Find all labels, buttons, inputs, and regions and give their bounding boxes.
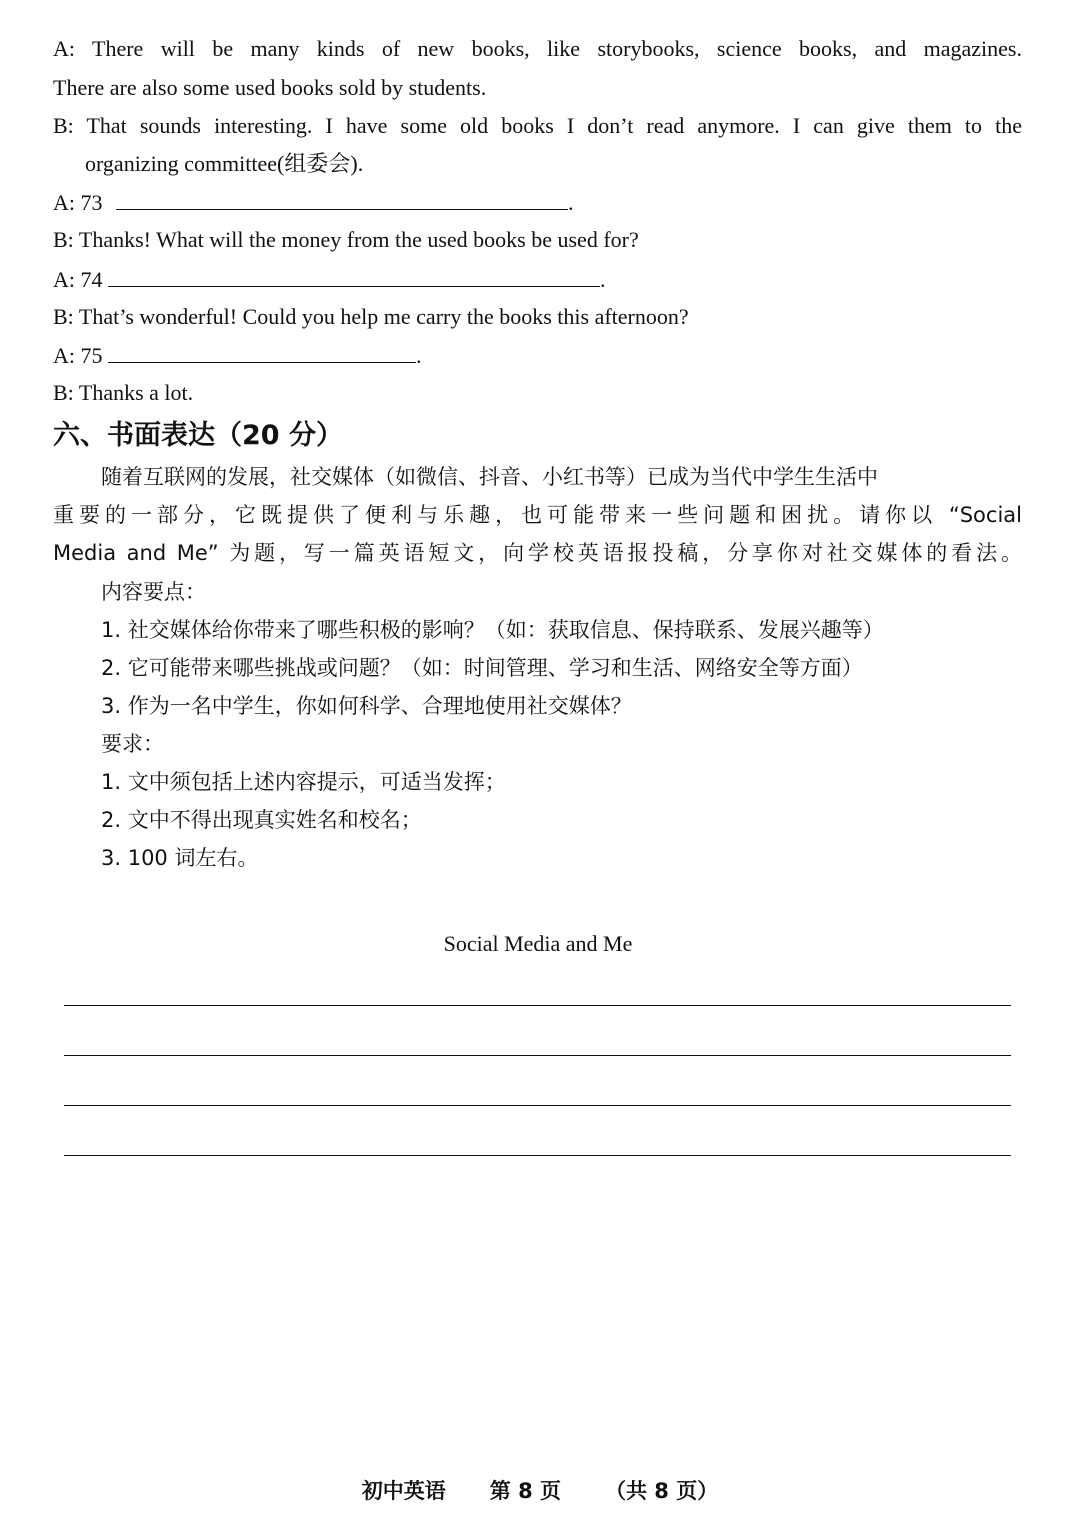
question-75-label: A: 75: [53, 343, 103, 368]
requirements-label: 要求：: [101, 732, 164, 756]
footer-subject: 初中英语: [361, 1479, 446, 1503]
requirement-2: 2. 文中不得出现真实姓名和校名；: [101, 808, 422, 832]
dialogue-line-b3: B: That’s wonderful! Could you help me carry the books this afternoon?: [53, 304, 689, 329]
question-75-period: .: [416, 343, 422, 368]
dialogue-line-b2: B: Thanks! What will the money from the used books be used for?: [53, 227, 639, 252]
answer-blank-75[interactable]: [108, 340, 416, 363]
prompt-line-2: 重要的一部分，它既提供了便利与乐趣，也可能带来一些问题和困扰。请你以 “Social: [53, 503, 1022, 527]
writing-line[interactable]: [64, 1005, 1011, 1006]
content-point-3: 3. 作为一名中学生，你如何科学、合理地使用社交媒体？: [101, 694, 632, 718]
prompt-line-1: 随着互联网的发展，社交媒体（如微信、抖音、小红书等）已成为当代中学生生活中: [101, 465, 878, 489]
answer-blank-73[interactable]: [116, 187, 568, 210]
question-73-label: A: 73: [53, 190, 103, 215]
question-75: [53, 340, 1022, 371]
dialogue-line-b1-cont: organizing committee(组委会).: [85, 151, 364, 176]
question-74-period: .: [600, 267, 606, 292]
page-footer: [0, 1476, 1080, 1506]
content-point-2: 2. 它可能带来哪些挑战或问题？（如：时间管理、学习和生活、网络安全等方面）: [101, 656, 863, 680]
footer-page-number: 第 8 页: [489, 1479, 561, 1503]
content-points-label: 内容要点：: [101, 580, 206, 604]
answer-blank-74[interactable]: [108, 264, 600, 287]
dialogue-line-a1-cont: There are also some used books sold by students.: [53, 75, 487, 100]
requirement-1: 1. 文中须包括上述内容提示，可适当发挥；: [101, 770, 506, 794]
content-point-1: 1. 社交媒体给你带来了哪些积极的影响？（如：获取信息、保持联系、发展兴趣等）: [101, 618, 884, 642]
footer-total-pages: （共 8 页）: [605, 1479, 719, 1503]
requirement-3: 3. 100 词左右。: [101, 846, 259, 870]
section-title: 六、书面表达（20 分）: [53, 420, 343, 451]
question-73-period: .: [568, 190, 574, 215]
writing-line[interactable]: [64, 1105, 1011, 1106]
question-73: [53, 187, 1022, 218]
essay-title: Social Media and Me: [443, 931, 633, 956]
dialogue-line-b1: B: That sounds interesting. I have some old books I don’t read anymore. I can give them to the: [53, 113, 1022, 138]
dialogue-line-a1: A: There will be many kinds of new books, like storybooks, science books, and magazines.: [53, 36, 1022, 61]
writing-line[interactable]: [64, 1155, 1011, 1156]
prompt-line-3: Media and Me” 为题，写一篇英语短文，向学校英语报投稿，分享你对社交媒体的看法。: [53, 541, 1022, 565]
question-74-label: A: 74: [53, 267, 103, 292]
question-74: [53, 264, 1022, 295]
dialogue-line-b4: B: Thanks a lot.: [53, 380, 194, 405]
writing-line[interactable]: [64, 1055, 1011, 1056]
